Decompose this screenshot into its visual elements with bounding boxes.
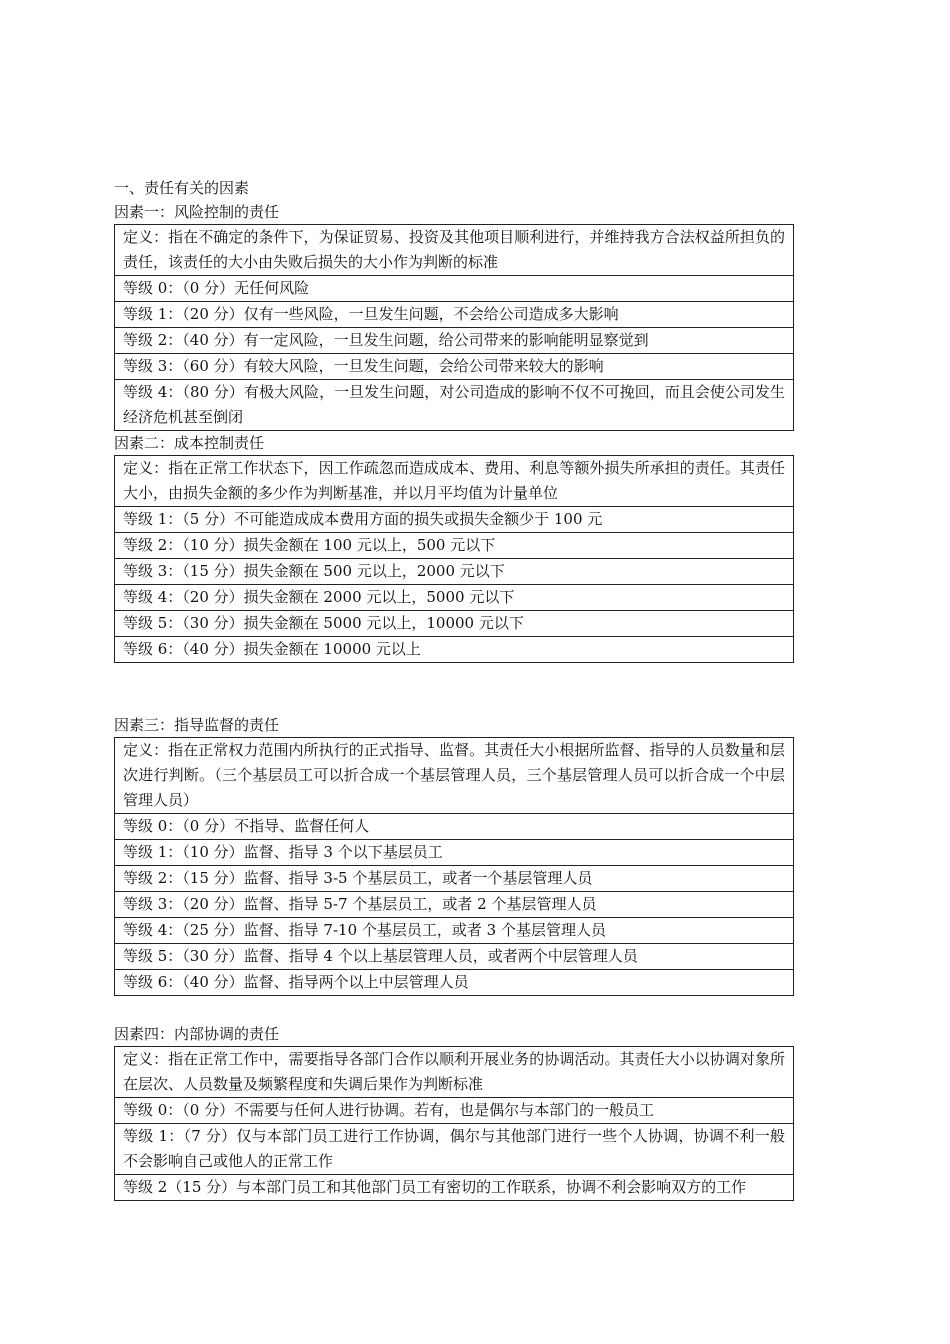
factor-3-level-1: 等级 1：（10 分）监督、指导 3 个以下基层员工: [115, 840, 794, 866]
factor-1-level-1: 等级 1：（20 分）仅有一些风险，一旦发生问题，不会给公司造成多大影响: [115, 302, 794, 328]
factor-3-title: 因素三：指导监督的责任: [114, 716, 280, 734]
factor-2-level-6: 等级 6：（40 分）损失金额在 10000 元以上: [115, 637, 794, 663]
factor-1-level-2: 等级 2：（40 分）有一定风险，一旦发生问题，给公司带来的影响能明显察觉到: [115, 328, 794, 354]
table-row: [115, 1098, 794, 1124]
table-row: [115, 611, 794, 637]
factor-4-table: [114, 1046, 794, 1201]
table-row: [115, 354, 794, 380]
table-row: [115, 1047, 794, 1098]
spacer: [114, 996, 794, 1022]
table-row: [115, 892, 794, 918]
factor-4-definition: 定义：指在正常工作中，需要指导各部门合作以顺利开展业务的协调活动。其责任大小以协调对象所在层次、人员数量及频繁程度和失调后果作为判断标准: [115, 1047, 794, 1098]
table-row: [115, 866, 794, 892]
factor-4-level-1: 等级 1：（7 分）仅与本部门员工进行工作协调，偶尔与其他部门进行一些个人协调，协调不利一般不会影响自己或他人的正常工作: [115, 1124, 794, 1175]
table-row: [115, 814, 794, 840]
factor-3-definition: 定义：指在正常权力范围内所执行的正式指导、监督。其责任大小根据所监督、指导的人员数量和层次进行判断。（三个基层员工可以折合成一个基层管理人员，三个基层管理人员可以折合成一个中层管理人员）: [115, 738, 794, 814]
factor-3-level-4: 等级 4：（25 分）监督、指导 7-10 个基层员工，或者 3 个基层管理人员: [115, 918, 794, 944]
table-row: [115, 585, 794, 611]
factor-3-level-0: 等级 0：（0 分）不指导、监督任何人: [115, 814, 794, 840]
factor-4-level-0: 等级 0：（0 分）不需要与任何人进行协调。若有，也是偶尔与本部门的一般员工: [115, 1098, 794, 1124]
factor-2-title: 因素二：成本控制责任: [114, 434, 265, 452]
factor-4-title: 因素四：内部协调的责任: [114, 1025, 280, 1043]
table-row: [115, 533, 794, 559]
table-row: [115, 380, 794, 431]
table-row: [115, 738, 794, 814]
factor-2-level-4: 等级 4：（20 分）损失金额在 2000 元以上，5000 元以下: [115, 585, 794, 611]
table-row: [115, 559, 794, 585]
table-row: [115, 840, 794, 866]
factor-3-level-6: 等级 6：（40 分）监督、指导两个以上中层管理人员: [115, 970, 794, 996]
factor-1-level-3: 等级 3：（60 分）有较大风险，一旦发生问题，会给公司带来较大的影响: [115, 354, 794, 380]
table-row: [115, 328, 794, 354]
factor-3-level-2: 等级 2：（15 分）监督、指导 3-5 个基层员工，或者一个基层管理人员: [115, 866, 794, 892]
table-row: [115, 456, 794, 507]
factor-1-level-4: 等级 4：（80 分）有极大风险，一旦发生问题，对公司造成的影响不仅不可挽回，而且会使公司发生经济危机甚至倒闭: [115, 380, 794, 431]
table-row: [115, 944, 794, 970]
factor-2-level-1: 等级 1：（5 分）不可能造成成本费用方面的损失或损失金额少于 100 元: [115, 507, 794, 533]
document-page: [114, 176, 794, 1201]
factor-2-definition: 定义：指在正常工作状态下，因工作疏忽而造成成本、费用、利息等额外损失所承担的责任。其责任大小，由损失金额的多少作为判断基准，并以月平均值为计量单位: [115, 456, 794, 507]
spacer: [114, 663, 794, 713]
table-row: [115, 1175, 794, 1201]
factor-3-level-5: 等级 5：（30 分）监督、指导 4 个以上基层管理人员，或者两个中层管理人员: [115, 944, 794, 970]
factor-2-table: [114, 455, 794, 663]
table-row: [115, 918, 794, 944]
table-row: [115, 276, 794, 302]
table-row: [115, 970, 794, 996]
factor-2-level-5: 等级 5：（30 分）损失金额在 5000 元以上，10000 元以下: [115, 611, 794, 637]
factor-1-table: [114, 224, 794, 431]
table-row: [115, 225, 794, 276]
factor-1-title: 因素一：风险控制的责任: [114, 203, 280, 221]
factor-3-table: [114, 737, 794, 996]
table-row: [115, 1124, 794, 1175]
factor-1-level-0: 等级 0：（0 分）无任何风险: [115, 276, 794, 302]
section-title: 一、责任有关的因素: [114, 179, 250, 197]
factor-1-definition: 定义：指在不确定的条件下，为保证贸易、投资及其他项目顺利进行，并维持我方合法权益所担负的责任，该责任的大小由失败后损失的大小作为判断的标准: [115, 225, 794, 276]
table-row: [115, 507, 794, 533]
factor-4-level-2: 等级 2（15 分）与本部门员工和其他部门员工有密切的工作联系，协调不利会影响双方的工作: [115, 1175, 794, 1201]
factor-3-level-3: 等级 3：（20 分）监督、指导 5-7 个基层员工，或者 2 个基层管理人员: [115, 892, 794, 918]
factor-2-level-3: 等级 3：（15 分）损失金额在 500 元以上，2000 元以下: [115, 559, 794, 585]
factor-2-level-2: 等级 2：（10 分）损失金额在 100 元以上，500 元以下: [115, 533, 794, 559]
table-row: [115, 302, 794, 328]
table-row: [115, 637, 794, 663]
